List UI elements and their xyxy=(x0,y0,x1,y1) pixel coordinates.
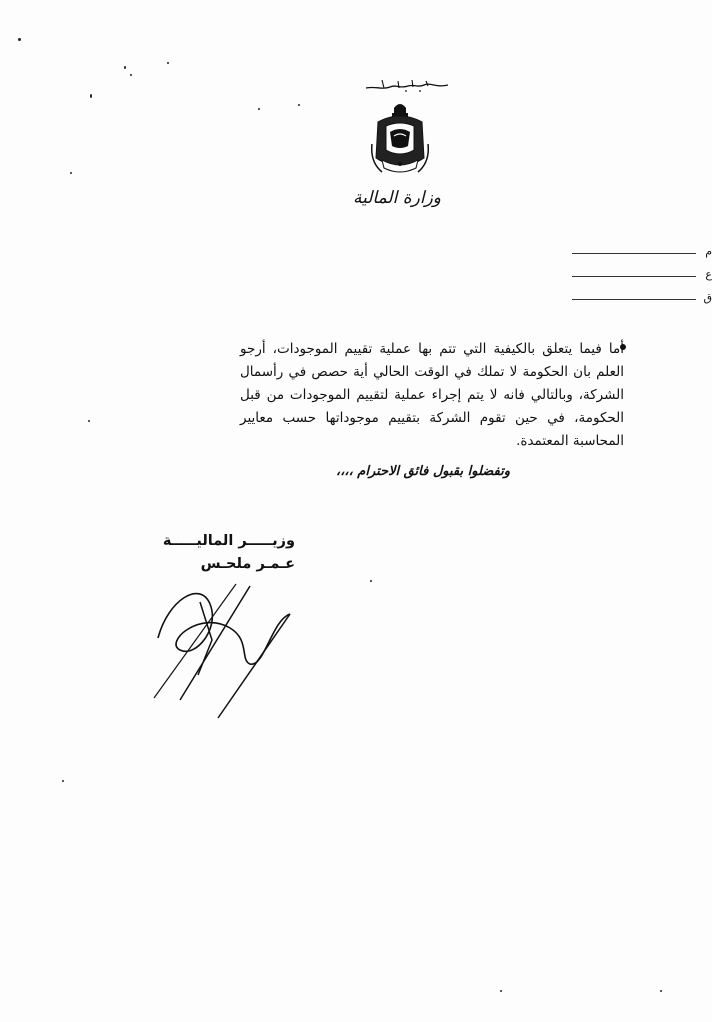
signatory-name: عـمـر ملحـس xyxy=(200,556,295,572)
scan-speck xyxy=(130,74,132,76)
jordan-coat-of-arms-icon xyxy=(368,100,432,182)
scan-speck xyxy=(88,420,90,422)
reference-field-number xyxy=(572,242,712,258)
scan-speck xyxy=(124,66,126,69)
signatory-title: وزيـــــر الماليـــــة xyxy=(162,533,295,549)
reference-field-label: ق xyxy=(703,291,712,304)
scan-speck xyxy=(90,94,92,98)
reference-field-count xyxy=(572,265,712,281)
reference-field-label: م xyxy=(705,245,712,258)
reference-field-label: ع xyxy=(705,268,712,281)
scan-speck xyxy=(660,990,662,992)
body-paragraph: أما فيما يتعلق بالكيفية التي تتم بها عملية تقييم الموجودات، أرجو العلم بان الحكومة لا تملك في الوقت الحالي أية حصص في رأسمال الشركة، وبالتالي فانه لا يتم إجراء عملية لتقييم الموجودات من قبل الحكومة، في حين تقوم الشركة بتقييم موجوداتها حسب معايير المحاسبة المعتمدة. xyxy=(240,341,624,449)
scan-speck xyxy=(370,580,372,582)
basmala-calligraphy xyxy=(362,76,452,94)
reference-field-date xyxy=(572,288,712,304)
scan-speck xyxy=(500,990,502,992)
scan-speck xyxy=(70,172,72,174)
scan-speck xyxy=(258,108,260,110)
scan-speck xyxy=(298,104,300,106)
scan-speck xyxy=(62,780,64,782)
scan-speck xyxy=(167,62,169,64)
ministry-name: وزارة المالية xyxy=(353,188,441,208)
handwritten-signature-icon xyxy=(140,580,310,720)
scan-speck xyxy=(18,38,21,41)
closing-salutation: وتفضلوا بقبول فائق الاحترام ،،،، xyxy=(336,464,510,479)
